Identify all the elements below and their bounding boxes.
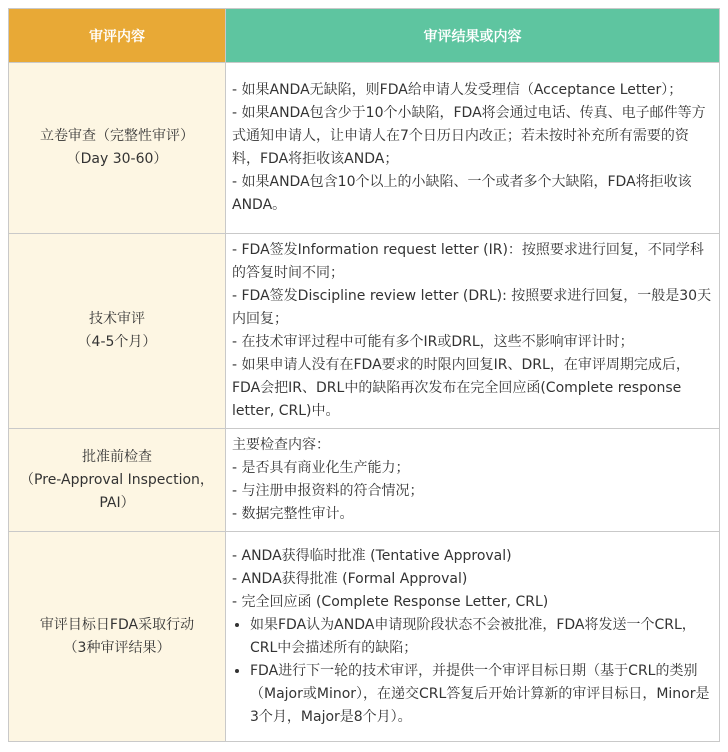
result-line: - 是否具有商业化生产能力； (232, 460, 410, 476)
result-line: - 在技术审评过程中可能有多个IR或DRL，这些不影响审评计时； (232, 334, 634, 350)
table-row (9, 63, 720, 234)
stage-title: 批准前检查 (82, 448, 152, 465)
result-cell (226, 63, 720, 234)
result-cell (226, 234, 720, 429)
result-line: - 完全回应函 (Complete Response Letter, CRL) (232, 593, 549, 610)
table-row (9, 234, 720, 429)
stage-cell (9, 63, 226, 234)
stage-duration: （4-5个月） (77, 334, 157, 350)
review-table (8, 8, 720, 742)
stage-cell (9, 532, 226, 742)
stage-cell (9, 234, 226, 429)
result-line: - ANDA获得批准 (Formal Approval) (232, 570, 468, 587)
table-row (9, 429, 720, 532)
review-table-container (8, 8, 720, 742)
result-line: - 如果ANDA包含少于10个小缺陷，FDA将会通过电话、传真、电子邮件等方式通知申请人，让申请人在7个日历日内改正；若未按时补充所有需要的资料，FDA将拒收该ANDA； (232, 105, 706, 167)
result-line: 主要检查内容： (232, 437, 330, 453)
result-line: - 与注册申报资料的符合情况； (232, 483, 424, 499)
header-review-content: 审评内容 (9, 9, 226, 63)
result-bullet-list (232, 614, 715, 729)
result-line: - 数据完整性审计。 (232, 506, 354, 522)
stage-title: 立卷审查（完整性审评） (40, 128, 194, 144)
result-line: - FDA签发Discipline review letter (DRL): 按照要求进行回复，一般是30天内回复； (232, 288, 712, 327)
result-bullet: • 如果FDA认为ANDA申请现阶段状态不会被批准，FDA将发送一个CRL，CRL中会描述所有的缺陷； (250, 614, 715, 660)
stage-title: 审评目标日FDA采取行动 (39, 616, 195, 633)
stage-cell (9, 429, 226, 532)
result-line: - ANDA获得临时批准 (Tentative Approval) (232, 547, 512, 564)
result-cell (226, 532, 720, 742)
stage-title: 技术审评 (89, 311, 145, 327)
stage-duration: （Day 30-60） (66, 151, 168, 167)
stage-duration: （Pre-Approval Inspection，PAI） (20, 471, 214, 511)
stage-duration: （3种审评结果） (63, 639, 171, 656)
result-line: - 如果申请人没有在FDA要求的时限内回复IR、DRL，在审评周期完成后，FDA会把IR、DRL中的缺陷再次发布在完全回应函(Complete response letter, CRL)中。 (232, 357, 690, 419)
header-review-result: 审评结果或内容 (226, 9, 720, 63)
result-line: - 如果ANDA无缺陷，则FDA给申请人发受理信（Acceptance Letter）； (232, 82, 683, 98)
table-row (9, 532, 720, 742)
header-row (9, 9, 720, 63)
result-bullet: • FDA进行下一轮的技术审评，并提供一个审评目标日期（基于CRL的类别（Major或Minor），在递交CRL答复后开始计算新的审评目标日，Minor是3个月，Major是8个月）。 (250, 660, 715, 729)
result-line: - FDA签发Information request letter (IR)：按照要求进行回复，不同学科的答复时间不同； (232, 242, 704, 281)
result-cell (226, 429, 720, 532)
result-line: - 如果ANDA包含10个以上的小缺陷、一个或者多个大缺陷，FDA将拒收该ANDA。 (232, 174, 692, 213)
